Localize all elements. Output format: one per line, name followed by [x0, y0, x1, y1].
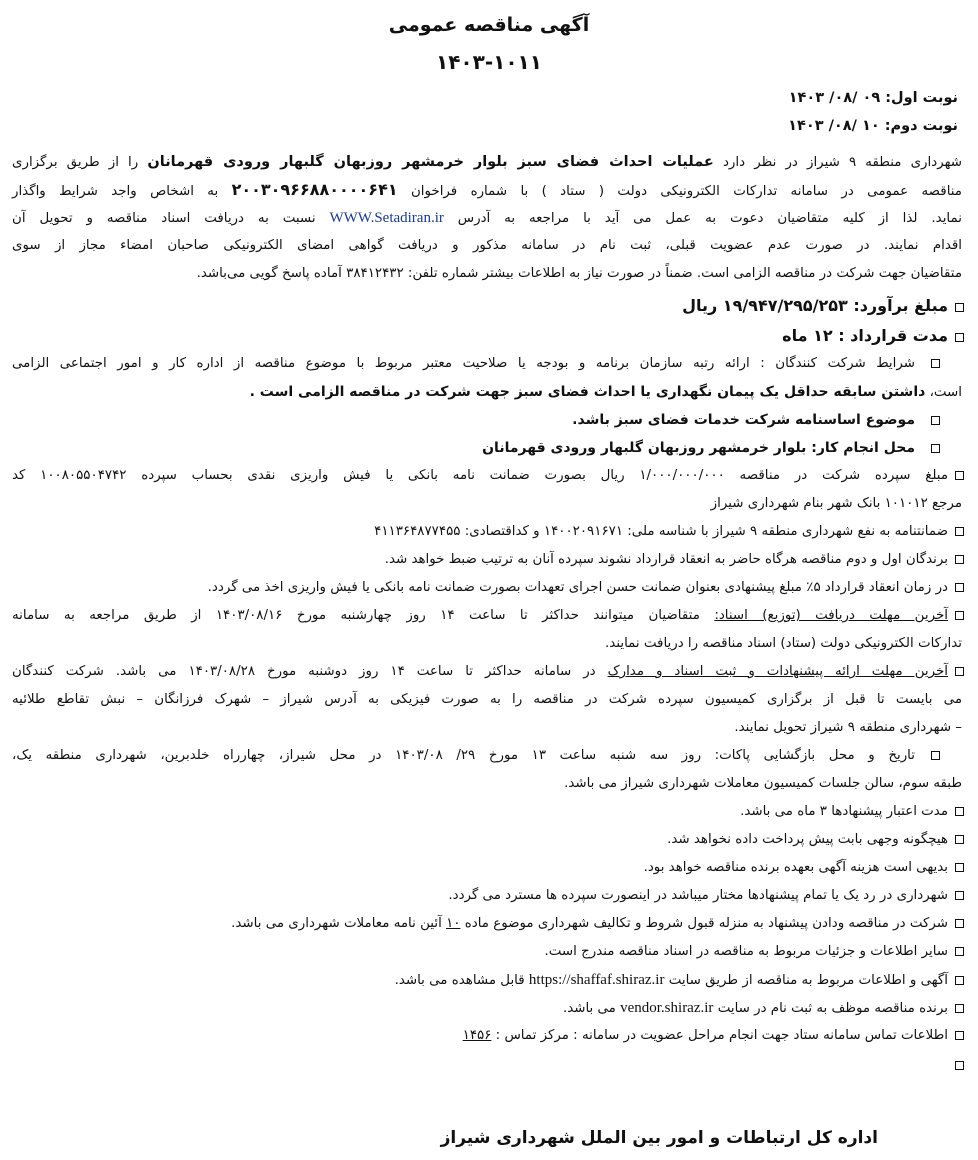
bullet-icon [955, 891, 964, 900]
intro-line-4: اقدام نمایند. در صورت عدم عضویت قبلی، ثبت نام در سامانه مذکور و دریافت گواهی امضای الکترونیکی صاحبان امضاء مجاز از سوی [12, 238, 962, 253]
conditions-text: شرایط شرکت کنندگان : ارائه رتبه سازمان برنامه و بودجه یا صلاحیت معتبر مربوط با موضوع مناقصه از اداره کار و امور اجتماعی الزامی [12, 356, 915, 371]
note-text: شرکت در مناقصه ودادن پیشنهاد به منزله قبول شروط و تکالیف شهرداری موضوع ماده [464, 916, 948, 931]
bullet-icon [955, 1004, 964, 1013]
submit-deadline-text: در سامانه حداکثر تا ساعت ۱۴ روز دوشنبه مورخ ۱۴۰۳/۰۸/۲۸ می باشد. شرکت کنندگان [12, 664, 596, 679]
intro-text: نسبت به دریافت اسناد مناقصه و تحویل آن [12, 211, 316, 226]
note-contact [463, 1026, 964, 1046]
call-number: ۲۰۰۳۰۹۶۶۸۸۰۰۰۰۶۴۱ [231, 180, 398, 199]
bullet-icon [931, 416, 940, 425]
receive-deadline-text: متقاضیان میتوانند حداکثر تا ساعت ۱۴ روز چهارشنبه مورخ ۱۴۰۳/۰۸/۱۶ از طریق مراجعه به سامانه [12, 608, 700, 623]
bullet-icon [955, 976, 964, 985]
note-adcost [644, 858, 964, 878]
guarantee-text: ضمانتنامه به نفع شهرداری منطقه ۹ شیراز با شناسه ملی: ۱۴۰۰۲۰۹۱۶۷۱ و کداقتصادی: ۴۱۱۳۶۴۸۷۷۴۵۵ [374, 524, 948, 539]
location-text: محل انجام کار: بلوار خرمشهر روزبهان گلبهار ورودی قهرمانان [482, 440, 915, 456]
bullet-icon [955, 1061, 964, 1070]
bullet-icon [931, 444, 940, 453]
bullet-icon [955, 555, 964, 564]
setad-link[interactable]: WWW.Setadiran.ir [329, 210, 444, 226]
vendor-link[interactable]: vendor.shiraz.ir [620, 1000, 714, 1016]
bullet-icon [955, 611, 964, 620]
intro-text: شهرداری منطقه ۹ شیراز در نظر دارد [722, 155, 962, 170]
note-rules [231, 914, 964, 934]
note-text: قابل مشاهده می باشد. [394, 973, 525, 988]
notice-title: آگهی مناقصه عمومی [388, 14, 590, 36]
submit-deadline-line-1 [12, 662, 964, 682]
notice-number: ۱۴۰۳-۱۰۱۱ [436, 50, 542, 74]
contact-number: ۱۴۵۶ [462, 1028, 492, 1043]
winners-text: برندگان اول و دوم مناقصه هرگاه حاضر به انعقاد قرارداد نشوند سپرده آنان به ترتیب ضبط خواهد شد. [384, 552, 948, 567]
note-text: مدت اعتبار پیشنهادها ۳ ماه می باشد. [740, 804, 948, 819]
first-round: نوبت اول: ۰۹ /۰۸/ ۱۴۰۳ [788, 90, 958, 106]
location-item [482, 438, 940, 458]
note-text: شهرداری در رد یک یا تمام پیشنهادها مختار میباشد در اینصورت سپرده ها مسترد می گردد. [448, 888, 948, 903]
bullet-icon [955, 863, 964, 872]
shaffaf-link[interactable]: https://shaffaf.shiraz.ir [528, 972, 665, 988]
deposit-text: مبلغ سپرده شرکت در مناقصه ۱/۰۰۰/۰۰۰/۰۰۰ ریال بصورت ضمانت نامه بانکی یا فیش واریزی نقدی بحساب سپرده ۱۰۰۸۰۵۵۰۴۷۴۲ کد [12, 468, 948, 483]
note-site [395, 970, 964, 991]
bullet-icon [955, 527, 964, 536]
receive-deadline-label: آخرین مهلت دریافت (توزیع) اسناد: [714, 608, 948, 623]
winners-item [385, 550, 964, 570]
note-text: می باشد. [562, 1001, 616, 1016]
receive-deadline-line-2: تدارکات الکترونیکی دولت (ستاد) اسناد مناقصه را دریافت نمایند. [605, 636, 962, 651]
note-text: آگهی و اطلاعات مربوط به مناقصه از طریق سایت [668, 973, 948, 988]
empty-bullet [948, 1056, 964, 1076]
contract-duration: مدت قرارداد : ۱۲ ماه [782, 326, 948, 345]
subject-item [572, 410, 940, 430]
estimate-amount: مبلغ برآورد: ۱۹/۹۴۷/۲۹۵/۲۵۳ ریال [682, 296, 948, 315]
performance-item [208, 578, 964, 598]
receive-deadline-line-1 [12, 606, 964, 626]
submit-deadline-line-3: – شهرداری منطقه ۹ شیراز تحویل نمایند. [734, 720, 962, 735]
intro-text: مناقصه عمومی در سامانه تدارکات الکترونیکی دولت ( ستاد ) با شماره فراخوان [410, 184, 962, 199]
duration-item [782, 326, 964, 348]
estimate-item [682, 296, 964, 318]
note-prepay [667, 830, 964, 850]
conditions-bold: داشتن سابقه حداقل یک پیمان نگهداری یا احداث فضای سبز جهت شرکت در مناقصه الزامی است . [249, 384, 926, 400]
intro-text: به اشخاص واجد شرایط واگذار [12, 184, 219, 199]
intro-text: نماید. لذا از کلیه متقاضیان دعوت به عمل می آید با مراجعه به آدرس [457, 211, 962, 226]
note-text: هیچگونه وجهی بابت پیش پرداخت داده نخواهد شد. [667, 832, 948, 847]
intro-line-2 [12, 180, 962, 202]
bullet-icon [955, 667, 964, 676]
note-text: سایر اطلاعات و جزئیات مربوط به مناقصه در اسناد مناقصه مندرج است. [544, 944, 948, 959]
bullet-icon [955, 583, 964, 592]
note-other [545, 942, 964, 962]
bullet-icon [955, 303, 964, 312]
opening-text: تاریخ و محل بازگشایی پاکات: روز سه شنبه ساعت ۱۳ مورخ ۲۹/ ۱۴۰۳/۰۸ در محل شیراز، چهارراه خلدبرین، شهرداری منطقه یک، [12, 748, 915, 763]
intro-line-3 [12, 208, 962, 229]
opening-line-1 [12, 746, 940, 766]
note-text: بدیهی است هزینه آگهی بعهده برنده مناقصه خواهد بود. [643, 860, 948, 875]
bullet-icon [955, 1031, 964, 1040]
bullet-icon [931, 359, 940, 368]
note-text: آئین نامه معاملات شهرداری می باشد. [231, 916, 442, 931]
bullet-icon [955, 807, 964, 816]
guarantee-item [374, 522, 964, 542]
submit-deadline-line-2: می بایست تا قبل از برگزاری کمیسیون سپرده شرکت در مناقصه را به صورت فیزیکی به آدرس شیراز – شهرک فرزانگان – نبش تقاطع طلائیه [12, 692, 962, 707]
opening-line-2: طبقه سوم، سالن جلسات کمیسیون معاملات شهرداری شیراز می باشد. [564, 776, 962, 791]
intro-text: را از طریق برگزاری [12, 155, 139, 170]
bullet-icon [955, 333, 964, 342]
conditions-text: است، [929, 385, 962, 400]
bullet-icon [955, 835, 964, 844]
conditions-line-1 [12, 354, 940, 374]
bullet-icon [955, 947, 964, 956]
intro-line-5: متقاضیان جهت شرکت در مناقصه الزامی است. ضمناً در صورت نیاز به اطلاعات بیشتر شماره تلفن: ۳۸۴۱۲۴۳۲ آماده پاسخ گویی می‌باشد. [196, 266, 962, 281]
performance-text: در زمان انعقاد قرارداد ۵٪ مبلغ پیشنهادی بعنوان ضمانت حسن اجرای تعهدات بصورت ضمانت نامه بانکی یا فیش واریزی اخذ می گردد. [207, 580, 948, 595]
note-reject [448, 886, 964, 906]
deposit-line-1 [12, 466, 964, 486]
issuer-footer: اداره کل ارتباطات و امور بین الملل شهرداری شیراز [440, 1128, 878, 1148]
project-name: عملیات احداث فضای سبز بلوار خرمشهر روزبهان گلبهار ورودی قهرمانان [147, 154, 714, 170]
note-validity [740, 802, 964, 822]
conditions-line-2 [250, 382, 962, 403]
note-text: برنده مناقصه موظف به ثبت نام در سایت [717, 1001, 948, 1016]
bullet-icon [931, 751, 940, 760]
article-number: ۱۰ [446, 916, 461, 931]
subject-text: موضوع اساسنامه شرکت خدمات فضای سبز باشد. [572, 412, 915, 428]
bullet-icon [955, 471, 964, 480]
intro-line-1 [12, 152, 962, 173]
deposit-line-2: مرجع ۱۰۱۰۱۲ بانک شهر بنام شهرداری شیراز [710, 496, 962, 511]
second-round: نوبت دوم: ۱۰ /۰۸/ ۱۴۰۳ [788, 118, 958, 134]
note-vendor [563, 998, 964, 1019]
note-text: اطلاعات تماس سامانه ستاد جهت انجام مراحل عضویت در سامانه : مرکز تماس : [495, 1028, 948, 1043]
bullet-icon [955, 919, 964, 928]
submit-deadline-label: آخرین مهلت ارائه پیشنهادات و ثبت اسناد و مدارک [607, 664, 949, 679]
